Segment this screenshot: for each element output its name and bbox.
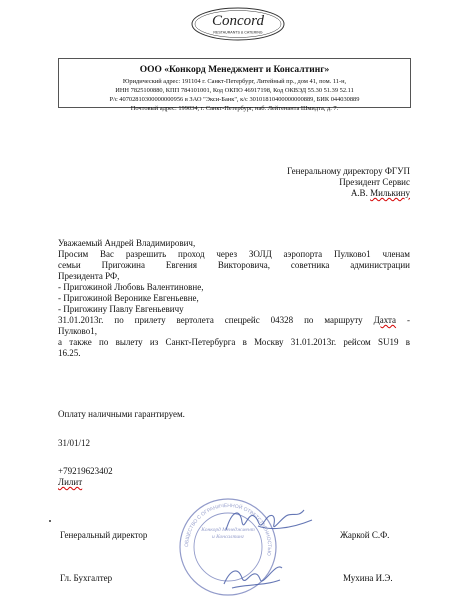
flight-2-line-1: а также по вылету из Санкт-Петербурга в Москву 31.01.2013г. рейсом SU19 в	[58, 337, 410, 347]
director-signature	[218, 500, 318, 540]
flight-1-line-2: Пулково1,	[58, 326, 97, 336]
addressee-line-1: Генеральному директору ФГУП	[287, 166, 410, 176]
person-1: - Пригожиной Любовь Валентиновне,	[58, 282, 204, 292]
contact-name-text: Лилит	[58, 477, 83, 487]
greeting: Уважаемый Андрей Владимирович,	[58, 238, 196, 248]
stamp-center-text: Конкорд Менеджмент и Консалтинг	[201, 527, 255, 540]
addressee-block	[287, 166, 410, 199]
flight-1-line-1	[58, 315, 410, 326]
person-3: - Пригожину Павлу Евгеньевичу	[58, 304, 184, 314]
logo-name: Concord	[212, 13, 264, 29]
company-ids: ИНН 7825100880, КПП 784101001, Код ОКПО 46917198, Код ОКВЭД 55.30 51.39 52.11	[115, 87, 354, 94]
flight-1-text: 31.01.2013г. по прилету вертолета спецрейс 04328 по маршруту	[58, 315, 374, 325]
concord-logo	[190, 6, 286, 42]
stamp-ring-text: ОБЩЕСТВО С ОГРАНИЧЕННОЙ ОТВЕТСТВЕННОСТЬЮ	[183, 502, 273, 557]
contact-phone: +79219623402	[58, 466, 113, 476]
accountant-name: Мухина И.Э.	[343, 573, 393, 583]
flight-2-line-2: 16.25.	[58, 348, 81, 358]
accountant-title: Гл. Бухгалтер	[60, 573, 113, 583]
letterhead-box	[58, 58, 411, 112]
director-title: Генеральный директор	[60, 530, 148, 540]
person-2: - Пригожиной Веронике Евгеньевне,	[58, 293, 199, 303]
payment-guarantee: Оплату наличными гарантируем.	[58, 409, 185, 419]
request-line-2: семьи Пригожина Евгения Викторовича, советника администрации	[58, 260, 410, 270]
contact-name	[58, 477, 82, 488]
request-line-3: Президента РФ,	[58, 271, 120, 281]
bank-details: Р/с 40702810300000000956 в ЗАО "Экси-Банк", к/с 30101810400000000889, БИК 044030889	[109, 96, 360, 103]
postal-address: Почтовый адрес: 199034, г. Санкт-Петербург, наб. Лейтенанта Шмидта, д. 7.	[130, 105, 339, 112]
addressee-line-3	[287, 188, 410, 199]
flight-1-dash: -	[396, 315, 410, 325]
addressee-surname: Милькину	[370, 188, 410, 198]
logo-tagline: RESTAURANTS & CATERING	[213, 30, 263, 35]
flight-1-route: Дахта	[373, 315, 397, 325]
director-name: Жаркой С.Ф.	[340, 530, 390, 540]
legal-address: Юридический адрес: 191104 г. Санкт-Петербург, Литейный пр., дом 41, пом. 11-н,	[122, 78, 347, 85]
mark-dot	[49, 520, 51, 522]
request-line-1: Просим Вас разрешить проход через ЗОЛД аэропорта Пулково1 членам	[58, 249, 410, 259]
addressee-line-2: Президент Сервис	[339, 177, 410, 187]
accountant-signature	[218, 556, 288, 594]
company-name: ООО «Конкорд Менеджмент и Консалтинг»	[139, 65, 330, 75]
addressee-initials: А.В.	[350, 188, 371, 198]
letter-body	[58, 238, 410, 359]
letter-date: 31/01/12	[58, 438, 91, 448]
